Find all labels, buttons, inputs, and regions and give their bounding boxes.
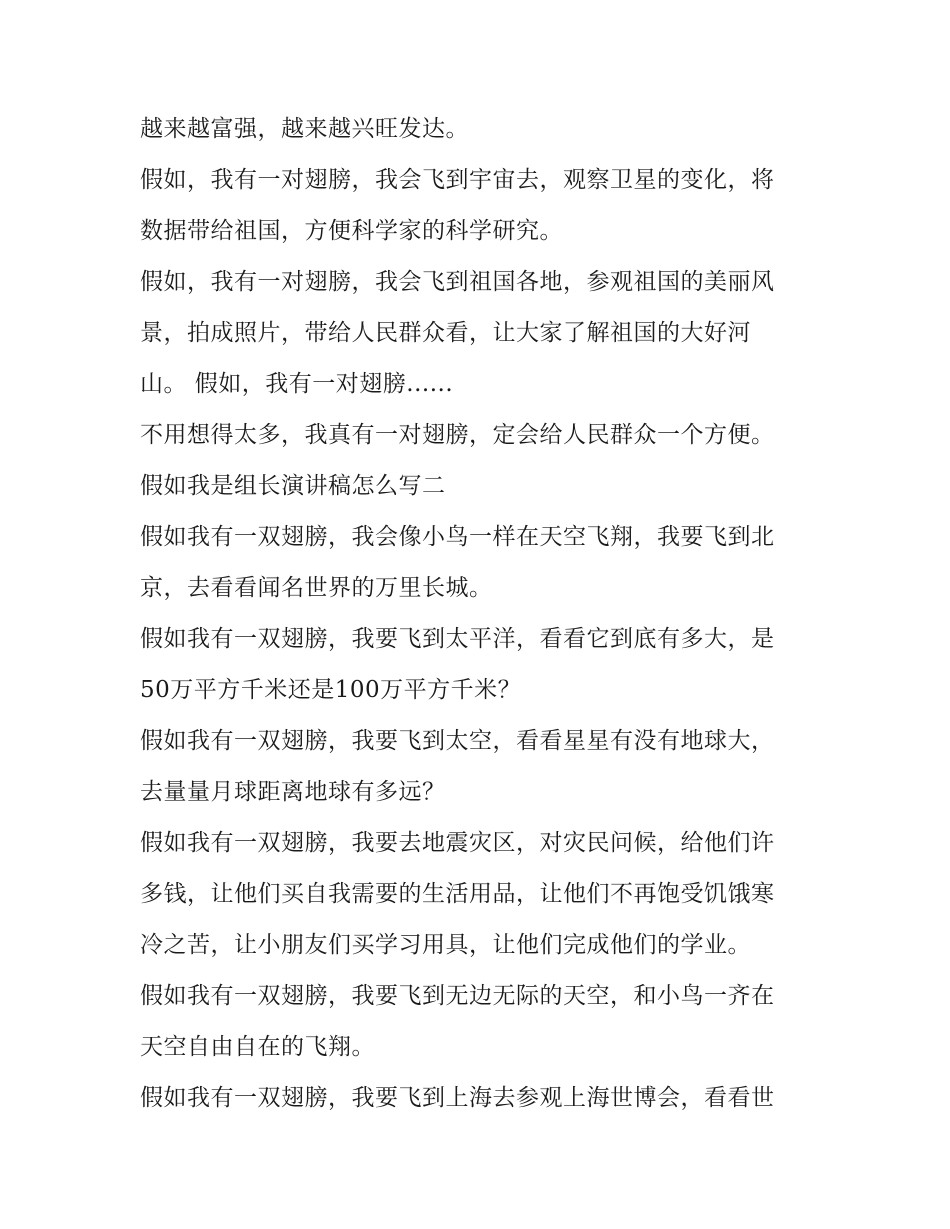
text-line-2: 假如，我有一对翅膀，我会飞到宇宙去，观察卫星的变化，将: [140, 167, 775, 193]
text-line-7: 不用想得太多，我真有一对翅膀，定会给人民群众一个方便。: [140, 422, 775, 448]
text-line-17: 冷之苦，让小朋友们买学习用具，让他们完成他们的学业。: [140, 932, 751, 958]
text-line-5: 景，拍成照片，带给人民群众看，让大家了解祖国的大好河: [140, 320, 751, 346]
section-heading: 假如我是组长演讲稿怎么写二: [140, 473, 446, 499]
text-line-14: 去量量月球距离地球有多远？: [140, 779, 446, 805]
text-line-3: 数据带给祖国，方便科学家的科学研究。: [140, 218, 563, 244]
text-line-20: 假如我有一双翅膀，我要飞到上海去参观上海世博会，看看世: [140, 1085, 775, 1111]
text-line-15: 假如我有一双翅膀，我要去地震灾区，对灾民问候，给他们许: [140, 830, 775, 856]
text-line-16: 多钱，让他们买自我需要的生活用品，让他们不再饱受饥饿寒: [140, 881, 775, 907]
document-body: [140, 104, 830, 1124]
text-line-9: 假如我有一双翅膀，我会像小鸟一样在天空飞翔，我要飞到北: [140, 524, 775, 550]
text-line-13: 假如我有一双翅膀，我要飞到太空，看看星星有没有地球大，: [140, 728, 775, 754]
text-line-1: 越来越富强，越来越兴旺发达。: [140, 116, 469, 142]
text-line-11: 假如我有一双翅膀，我要飞到太平洋，看看它到底有多大，是: [140, 626, 775, 652]
text-line-4: 假如，我有一对翅膀，我会飞到祖国各地，参观祖国的美丽风: [140, 269, 775, 295]
text-line-12: 50万平方千米还是100万平方千米？: [140, 677, 522, 703]
text-line-18: 假如我有一双翅膀，我要飞到无边无际的天空，和小鸟一齐在: [140, 983, 775, 1009]
text-line-10: 京，去看看闻名世界的万里长城。: [140, 575, 493, 601]
text-line-6: 山。 假如，我有一对翅膀......: [140, 371, 454, 397]
text-line-19: 天空自由自在的飞翔。: [140, 1034, 375, 1060]
